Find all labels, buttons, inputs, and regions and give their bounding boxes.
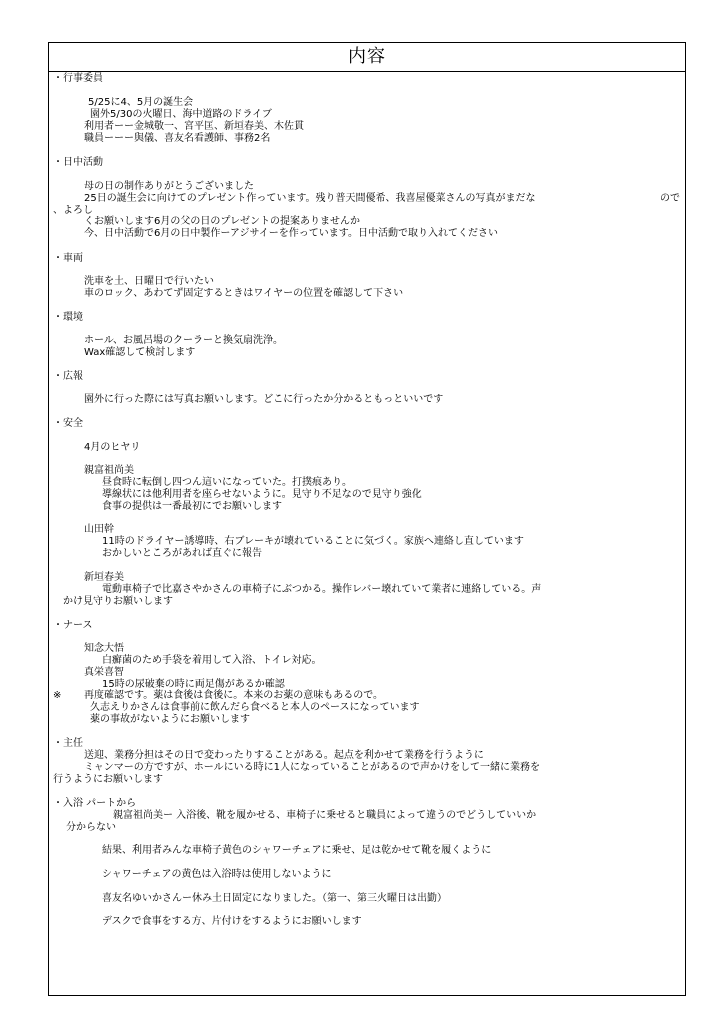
- text-line: 結果、利用者みんな車椅子黄色のシャワーチェアに乗せ、足は乾かせて靴を履くように: [102, 845, 492, 856]
- text-line: 15時の尿破棄の時に両足傷があるか確認: [102, 679, 285, 690]
- text-line: 園外5/30の火曜日、海中道路のドライブ: [90, 109, 272, 120]
- page-title: 内容: [49, 43, 685, 72]
- text-line: 職員ーーー與儀、喜友名看護師、事務2名: [84, 133, 271, 144]
- text-line: 今、日中活動で6月の日中製作ーアジサイーを作っています。日中活動で取り入れてください: [84, 228, 498, 239]
- text-line: 送迎、業務分担はその日で変わったりすることがある。起点を利かせて業務を行うように: [84, 750, 484, 761]
- text-line: かけ見守りお願いします: [63, 596, 173, 607]
- text-line: 導線状には他利用者を座らせないように。見守り不足なので見守り強化: [102, 489, 422, 500]
- text-line: 車のロック、あわてず固定するときはワイヤーの位置を確認して下さい: [84, 288, 404, 299]
- text-line: 親富祖尚美ー 入浴後、靴を履かせる、車椅子に乗せると職員によって違うのでどうしていいか: [113, 810, 537, 821]
- text-line: 昼食時に転倒し四つん這いになっていた。打撲痕あり。: [102, 477, 352, 488]
- text-line: 利用者ーー金城敬一、宮平匡、新垣春美、木佐貫: [84, 121, 304, 132]
- text-line: 喜友名ゆいかさんー休み土日固定になりました。（第一、第三火曜日は出勤）: [102, 893, 447, 904]
- text-line: 母の日の制作ありがとうございました: [84, 181, 254, 192]
- section-heading: ・環境: [53, 312, 83, 323]
- text-line: 、よろし: [53, 205, 93, 216]
- text-line: 電動車椅子で比嘉さやかさんの車椅子にぶつかる。操作レバー壊れていて業者に連絡している。声: [102, 584, 542, 595]
- text-line: 25日の誕生会に向けてのプレゼント作っています。残り普天間優希、我喜屋優菜さんの写真がまだな: [84, 193, 536, 204]
- text-line: くお願いします6月の父の日のプレゼントの提案ありませんか: [84, 216, 360, 227]
- text-line: 園外に行った際には写真お願いします。どこに行ったか分かるともっといいです: [84, 394, 444, 405]
- section-heading: ・車両: [53, 253, 83, 264]
- section-heading: ・主任: [53, 738, 83, 749]
- text-line: 5/25に4、5月の誕生会: [88, 97, 194, 108]
- text-line: 知念大悟: [84, 643, 124, 654]
- section-heading: ・ナース: [53, 620, 93, 631]
- text-line: ので: [660, 193, 680, 204]
- text-line: Wax確認して検討します: [84, 347, 196, 358]
- text-line: ミャンマーの方ですが、ホールにいる時に1人になっていることがあるので声かけをして一緒に業務を: [84, 762, 540, 773]
- text-line: デスクで食事をする方、片付けをするようにお願いします: [102, 916, 362, 927]
- text-line: 薬の事故がないようにお願いします: [90, 714, 250, 725]
- text-line: 食事の提供は一番最初にでお願いします: [102, 501, 282, 512]
- text-line: 分からない: [66, 822, 116, 833]
- text-line: 4月のヒヤリ: [84, 442, 141, 453]
- text-line: ホール、お風呂場のクーラーと換気扇洗浄。: [84, 335, 283, 346]
- text-line: 行うようにお願いします: [53, 774, 163, 785]
- text-line: 11時のドライヤー誘導時、右ブレーキが壊れていることに気づく。家族へ連絡し直しています: [102, 536, 524, 547]
- section-heading: ・安全: [53, 418, 83, 429]
- text-line: 親富祖尚美: [84, 465, 134, 476]
- text-line: 洗車を土、日曜日で行いたい: [84, 276, 214, 287]
- text-line: 久志えりかさんは食事前に飲んだら食べると本人のペースになっています: [90, 702, 420, 713]
- section-heading: ・入浴 パートから: [53, 798, 137, 809]
- text-line: 真栄喜智: [84, 667, 124, 678]
- text-line: シャワーチェアの黄色は入浴時は使用しないように: [102, 869, 332, 880]
- text-line: 白癬菌のため手袋を着用して入浴、トイレ対応。: [102, 655, 322, 666]
- section-heading: ・日中活動: [53, 157, 103, 168]
- section-heading: ・行事委員: [53, 73, 103, 84]
- text-line: 再度確認です。薬は食後は食後に。本来のお薬の意味もあるので。: [84, 690, 383, 701]
- section-heading: ・広報: [53, 371, 83, 382]
- text-line: おかしいところがあれば直ぐに報告: [102, 548, 262, 559]
- text-line: 新垣春美: [84, 572, 124, 583]
- text-line: ※: [53, 690, 62, 701]
- text-line: 山田幹: [84, 524, 114, 535]
